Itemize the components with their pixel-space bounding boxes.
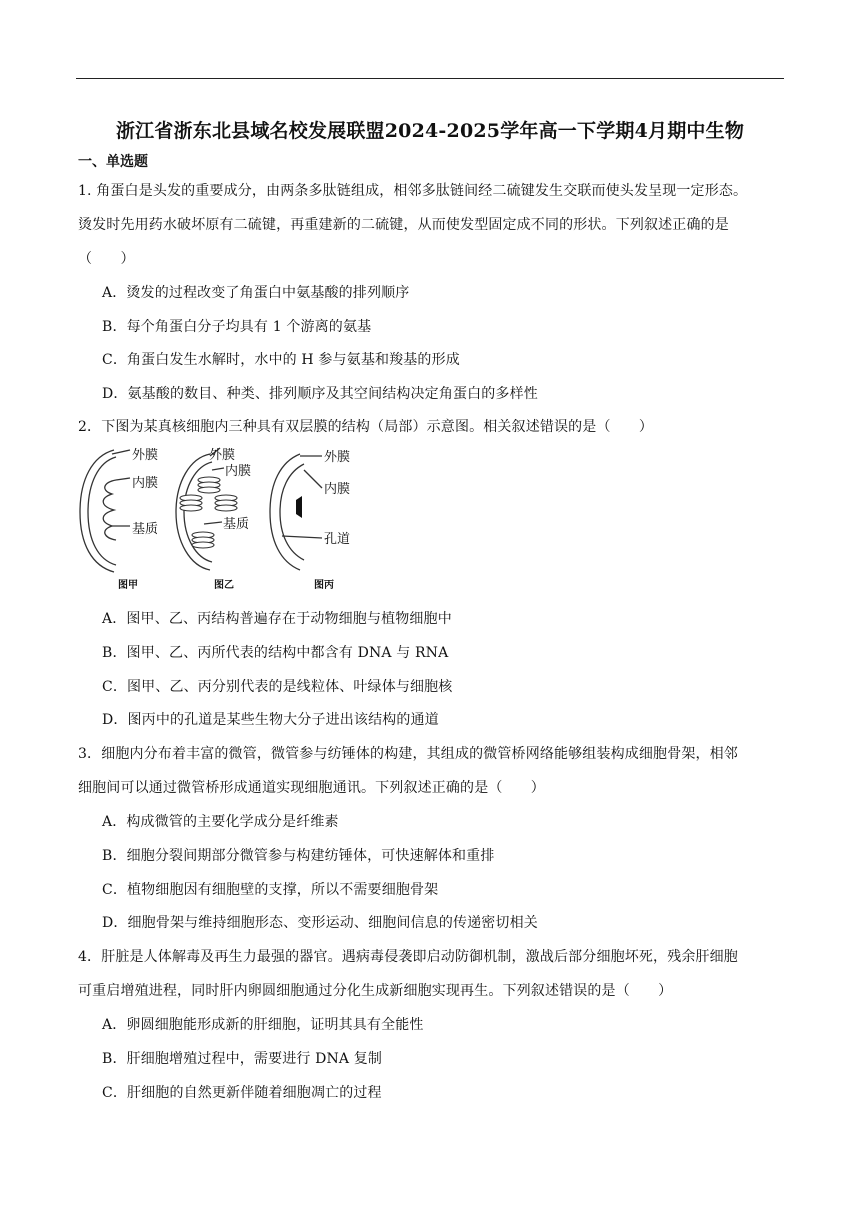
q3-option-c: C．植物细胞因有细胞壁的支撑，所以不需要细胞骨架 <box>102 882 439 898</box>
q1-option-c: C．角蛋白发生水解时，水中的 H 参与氨基和羧基的形成 <box>102 352 460 368</box>
q3-option-a: A．构成微管的主要化学成分是纤维素 <box>102 814 339 830</box>
fig-b-caption: 图乙 <box>214 580 234 591</box>
q4-stem-line-1: 4．肝脏是人体解毒及再生力最强的器官。遇病毒侵袭即启动防御机制，激战后部分细胞坏死，残余肝细胞 <box>78 949 738 965</box>
mitochondrion-diagram <box>80 450 130 572</box>
q3-option-b: B．细胞分裂间期部分微管参与构建纺锤体，可快速解体和重排 <box>102 848 495 864</box>
nuclear-pore-shape <box>296 496 302 518</box>
organelle-figure <box>78 440 368 596</box>
q3-stem-line-1: 3．细胞内分布着丰富的微管，微管参与纺锤体的构建，其组成的微管桥网络能够组装构成细胞骨架，相邻 <box>78 746 738 762</box>
fig-c-pore-label: 孔道 <box>324 532 351 547</box>
q1-stem-line-2: 烫发时先用药水破坏原有二硫键，再重建新的二硫键，从而使发型固定成不同的形状。下列叙述正确的是 <box>78 217 729 233</box>
header-rule <box>76 78 784 79</box>
fig-a-caption: 图甲 <box>118 580 138 591</box>
q2-option-c: C．图甲、乙、丙分别代表的是线粒体、叶绿体与细胞核 <box>102 679 453 695</box>
fig-b-matrix-label: 基质 <box>223 517 250 532</box>
fig-c-inner-label: 内膜 <box>324 482 351 497</box>
q1-option-a: A．烫发的过程改变了角蛋白中氨基酸的排列顺序 <box>102 285 410 301</box>
fig-b-inner-label: 内膜 <box>225 464 252 479</box>
fig-b-outer-label: 外膜 <box>209 448 236 463</box>
q1-stem-line-1: 1. 角蛋白是头发的重要成分，由两条多肽链组成，相邻多肽链间经二硫键发生交联而使头发呈现一定形态。 <box>78 183 748 199</box>
q4-stem-line-2: 可重启增殖进程，同时肝内卵圆细胞通过分化生成新细胞实现再生。下列叙述错误的是（ ） <box>78 983 673 999</box>
q3-stem-line-2: 细胞间可以通过微管桥形成通道实现细胞通讯。下列叙述正确的是（ ） <box>78 780 545 796</box>
q4-option-c: C．肝细胞的自然更新伴随着细胞凋亡的过程 <box>102 1085 382 1101</box>
q1-stem-line-3: （ ） <box>78 251 135 267</box>
fig-c-caption: 图丙 <box>314 580 334 591</box>
fig-a-outer-label: 外膜 <box>132 448 159 463</box>
q4-option-a: A．卵圆细胞能形成新的肝细胞，证明其具有全能性 <box>102 1017 424 1033</box>
page-title: 浙江省浙东北县域名校发展联盟2024-2025学年高一下学期4月期中生物 <box>115 120 745 142</box>
q1-option-d: D．氨基酸的数目、种类、排列顺序及其空间结构决定角蛋白的多样性 <box>102 386 538 402</box>
q3-option-d: D．细胞骨架与维持细胞形态、变形运动、细胞间信息的传递密切相关 <box>102 915 538 931</box>
q2-option-a: A．图甲、乙、丙结构普遍存在于动物细胞与植物细胞中 <box>102 611 452 627</box>
fig-c-outer-label: 外膜 <box>324 450 351 465</box>
q2-option-d: D．图丙中的孔道是某些生物大分子进出该结构的通道 <box>102 712 439 728</box>
fig-a-inner-label: 内膜 <box>132 476 159 491</box>
q2-stem-line-1: 2．下图为某真核细胞内三种具有双层膜的结构（局部）示意图。相关叙述错误的是（ ） <box>78 419 654 435</box>
q1-option-b: B．每个角蛋白分子均具有 1 个游离的氨基 <box>102 319 372 335</box>
q4-option-b: B．肝细胞增殖过程中，需要进行 DNA 复制 <box>102 1051 383 1067</box>
q2-option-b: B．图甲、乙、丙所代表的结构中都含有 DNA 与 RNA <box>102 645 449 661</box>
section-heading: 一、单选题 <box>78 154 148 170</box>
fig-a-matrix-label: 基质 <box>132 522 159 537</box>
